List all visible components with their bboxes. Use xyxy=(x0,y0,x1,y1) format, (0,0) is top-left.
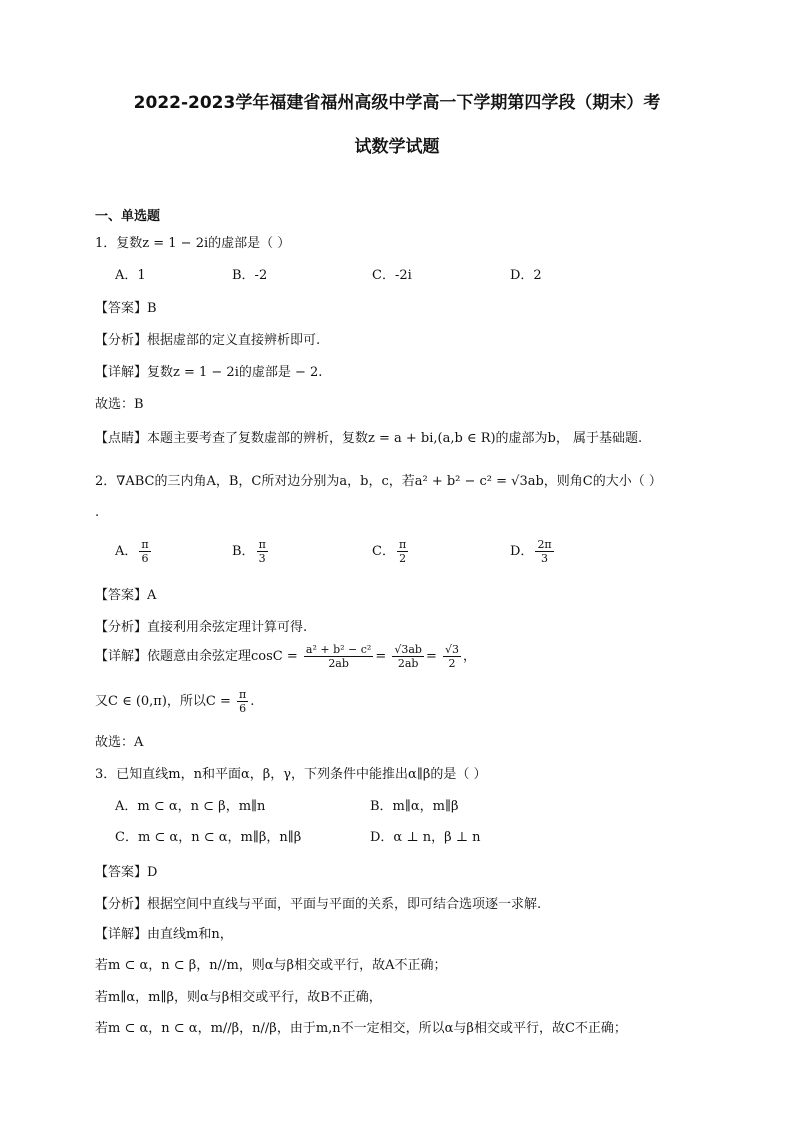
q2-again-prefix: 又C ∈ (0,π)，所以C = xyxy=(95,694,231,709)
q3-option-c: C．m ⊂ α，n ⊂ α，m∥β，n∥β xyxy=(115,830,302,845)
q2-detail-frac2 xyxy=(392,643,424,670)
q2-option-d-frac xyxy=(535,538,553,565)
q2-again-suffix: . xyxy=(250,694,255,709)
q3-line3: 若m ⊂ α，n ⊂ α，m//β，n//β，由于m,n不一定相交，所以α与β相交或平行，故C不正确； xyxy=(95,1021,627,1036)
q3-line2: 若m∥α，m∥β，则α与β相交或平行，故B不正确， xyxy=(95,990,382,1005)
q3-line1: 若m ⊂ α，n ⊂ β，n//m，则α与β相交或平行，故A不正确； xyxy=(95,958,447,973)
q1-option-a: A．1 xyxy=(115,268,146,283)
section-heading: 一、单选题 xyxy=(95,209,161,224)
q3-option-b: B．m∥α，m∥β xyxy=(370,799,459,814)
q3-detail: 【详解】由直线m和n， xyxy=(95,927,233,942)
q2-option-a-den: 6 xyxy=(141,552,149,565)
q3-answer: 【答案】D xyxy=(95,865,158,880)
q2-again-frac-num: π xyxy=(239,688,247,701)
q2-choose: 故选：A xyxy=(95,735,144,750)
q1-option-c: C．-2i xyxy=(372,268,412,283)
q1-answer: 【答案】B xyxy=(95,301,157,316)
q2-option-b-label: B． xyxy=(232,544,255,559)
q2-option-d-label: D． xyxy=(510,544,534,559)
q1-stem: 1．复数z = 1 − 2i的虚部是（ ） xyxy=(95,236,291,251)
q2-dot: . xyxy=(95,505,100,520)
q1-option-d: D．2 xyxy=(510,268,542,283)
doc-title-line1: 2022-2023学年福建省福州高级中学高一下学期第四学段（期末）考 xyxy=(133,93,661,113)
q2-option-d xyxy=(510,538,556,565)
q2-detail-frac3-den: 2 xyxy=(448,657,456,670)
q2-detail-frac1-den: 2ab xyxy=(328,657,349,670)
q2-option-b-num: π xyxy=(258,538,266,551)
q2-option-c xyxy=(372,538,410,565)
q2-detail-frac1 xyxy=(304,643,373,670)
q2-option-c-label: C． xyxy=(372,544,395,559)
q3-option-a: A．m ⊂ α，n ⊂ β，m∥n xyxy=(115,799,266,814)
q1-choose: 故选：B xyxy=(95,397,144,412)
q2-option-a-frac xyxy=(139,538,150,565)
q2-detail-prefix: 【详解】依题意由余弦定理cosC = xyxy=(95,649,298,664)
q1-analysis: 【分析】根据虚部的定义直接辨析即可. xyxy=(95,333,321,348)
q2-detail-frac3 xyxy=(443,643,461,670)
q2-detail-frac2-num: √3ab xyxy=(394,643,422,656)
q3-analysis: 【分析】根据空间中直线与平面，平面与平面的关系，即可结合选项逐一求解. xyxy=(95,897,542,912)
q2-again-frac-den: 6 xyxy=(239,702,247,715)
q2-option-c-num: π xyxy=(398,538,407,551)
q2-option-a xyxy=(115,538,153,565)
q2-option-b-frac xyxy=(257,538,268,565)
q1-detail: 【详解】复数z = 1 − 2i的虚部是 − 2. xyxy=(95,365,323,380)
q2-option-a-label: A． xyxy=(115,544,138,559)
q2-again-frac xyxy=(237,688,248,715)
q1-option-b: B．-2 xyxy=(232,268,268,283)
q2-detail-suffix: ， xyxy=(463,649,477,664)
q2-detail-frac2-den: 2ab xyxy=(397,657,419,670)
q2-detail-frac1-num: a² + b² − c² xyxy=(305,643,372,656)
q2-detail: 【详解】依题意由余弦定理cosC = $\frac{\text{a² + b² − c²}}{2ab}$ = $\frac{√3ab}{2ab}$ = $\frac{√3}{2}$ ， xyxy=(95,643,477,670)
q2-option-d-den: 3 xyxy=(541,552,549,565)
doc-title-line2: 试数学试题 xyxy=(354,137,440,157)
q2-option-c-frac xyxy=(397,538,408,565)
q2-again xyxy=(95,688,254,715)
q2-option-d-num: 2π xyxy=(537,538,552,551)
q2-option-c-den: 2 xyxy=(399,552,407,565)
q2-option-b xyxy=(232,538,270,565)
q2-option-a-num: π xyxy=(141,538,149,551)
q3-stem: 3．已知直线m，n和平面α，β，γ，下列条件中能推出α∥β的是（ ） xyxy=(95,767,487,782)
q2-stem: 2．∇ABC的三内角A，B，C所对边分别为a，b，c，若a² + b² − c² = √3ab，则角C的大小（ ） xyxy=(95,474,662,489)
q1-comment: 【点睛】本题主要考查了复数虚部的辨析，复数z = a + bi,(a,b ∈ R)的虚部为b， 属于基础题. xyxy=(95,431,643,446)
q2-analysis: 【分析】直接利用余弦定理计算可得. xyxy=(95,620,308,635)
q2-answer: 【答案】A xyxy=(95,588,157,603)
q3-option-d: D．α ⊥ n，β ⊥ n xyxy=(370,830,481,845)
q2-option-b-den: 3 xyxy=(258,552,266,565)
q2-detail-frac3-num: √3 xyxy=(445,643,460,656)
